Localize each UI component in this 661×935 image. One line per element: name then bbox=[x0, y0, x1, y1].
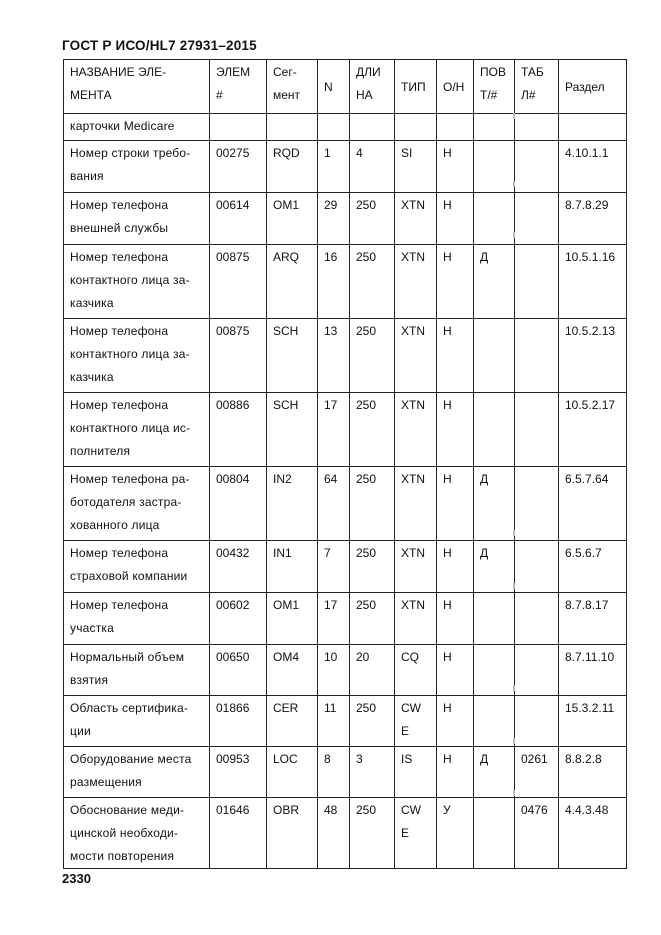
cell-rep bbox=[474, 645, 515, 696]
cell-section: 10.5.2.17 bbox=[559, 393, 627, 467]
cell-rep bbox=[474, 141, 515, 193]
table-row bbox=[64, 245, 627, 319]
header-length: ДЛИ НА bbox=[350, 60, 395, 114]
scan-artifact bbox=[513, 790, 515, 796]
cell-n: 11 bbox=[318, 696, 350, 747]
cell-tabl bbox=[515, 393, 559, 467]
cell-elem: 00432 bbox=[210, 541, 267, 593]
cell-section: 8.7.8.29 bbox=[559, 193, 627, 245]
cell-name: Обоснование меди-цинской необходи-мости повторения bbox=[64, 798, 210, 869]
cell-rep bbox=[474, 319, 515, 393]
cell-name: Номер телефона контактного лица ис-полнителя bbox=[64, 393, 210, 467]
cell-name: Нормальный объем взятия bbox=[64, 645, 210, 696]
cell-length: 250 bbox=[350, 393, 395, 467]
cell-segment: SCH bbox=[267, 393, 318, 467]
cell-rep: Д bbox=[474, 467, 515, 541]
header-rep: ПОВ Т/# bbox=[474, 60, 515, 114]
cell-segment: SCH bbox=[267, 319, 318, 393]
cell-elem: 00804 bbox=[210, 467, 267, 541]
cell-length: 250 bbox=[350, 245, 395, 319]
cell-length: 4 bbox=[350, 141, 395, 193]
cell-n: 1 bbox=[318, 141, 350, 193]
cell-elem: 00275 bbox=[210, 141, 267, 193]
cell-on: Н bbox=[437, 645, 474, 696]
cell-length: 250 bbox=[350, 593, 395, 645]
cell-on: Н bbox=[437, 193, 474, 245]
scan-artifact bbox=[513, 685, 515, 691]
table-row bbox=[64, 645, 627, 696]
cell-section: 6.5.7.64 bbox=[559, 467, 627, 541]
cell-tabl: 0476 bbox=[515, 798, 559, 869]
table-row bbox=[64, 798, 627, 869]
cell-length: 250 bbox=[350, 319, 395, 393]
table-row bbox=[64, 541, 627, 593]
cell-segment: OBR bbox=[267, 798, 318, 869]
cell-type: XTN bbox=[395, 245, 437, 319]
cell-rep: Д bbox=[474, 245, 515, 319]
data-element-table bbox=[63, 59, 627, 869]
header-segment: Сег-мент bbox=[267, 60, 318, 114]
table-row bbox=[64, 319, 627, 393]
cell-elem: 00602 bbox=[210, 593, 267, 645]
cell-on: Н bbox=[437, 245, 474, 319]
cell-rep bbox=[474, 696, 515, 747]
table-row bbox=[64, 696, 627, 747]
cell-name: Номер телефона ра-ботодателя застра-хованного лица bbox=[64, 467, 210, 541]
cell-n: 7 bbox=[318, 541, 350, 593]
cell-on: Н bbox=[437, 593, 474, 645]
cell-rep bbox=[474, 193, 515, 245]
cell-elem: 00875 bbox=[210, 319, 267, 393]
cell-section: 10.5.1.16 bbox=[559, 245, 627, 319]
cell-rep bbox=[474, 593, 515, 645]
cell-tabl bbox=[515, 645, 559, 696]
cell-elem: 00953 bbox=[210, 747, 267, 798]
cell-name: Оборудование места размещения bbox=[64, 747, 210, 798]
cell-name: Номер телефона внешней службы bbox=[64, 193, 210, 245]
cell-section: 15.3.2.11 bbox=[559, 696, 627, 747]
cell-type: CW E bbox=[395, 696, 437, 747]
cell-n: 13 bbox=[318, 319, 350, 393]
header-section: Раздел bbox=[559, 60, 627, 114]
page-number: 2330 bbox=[62, 871, 91, 886]
cell-rep bbox=[474, 798, 515, 869]
cell-on: Н bbox=[437, 747, 474, 798]
table-row bbox=[64, 141, 627, 193]
cell-tabl bbox=[515, 593, 559, 645]
cell-length: 250 bbox=[350, 798, 395, 869]
scan-artifact bbox=[513, 113, 515, 119]
cell-on: Н bbox=[437, 393, 474, 467]
cell-on: Н bbox=[437, 141, 474, 193]
cell-length: 250 bbox=[350, 541, 395, 593]
cell-tabl bbox=[515, 319, 559, 393]
header-elem: ЭЛЕМ # bbox=[210, 60, 267, 114]
header-name: НАЗВАНИЕ ЭЛЕ-МЕНТА bbox=[64, 60, 210, 114]
cell-on: Н bbox=[437, 696, 474, 747]
cell-elem: 00614 bbox=[210, 193, 267, 245]
cell-segment: IN1 bbox=[267, 541, 318, 593]
scan-artifact bbox=[513, 530, 515, 536]
cell-length: 250 bbox=[350, 467, 395, 541]
cell-n: 48 bbox=[318, 798, 350, 869]
cell-section: 8.8.2.8 bbox=[559, 747, 627, 798]
cell-type: CQ bbox=[395, 645, 437, 696]
cell-segment: CER bbox=[267, 696, 318, 747]
cell-elem: 01866 bbox=[210, 696, 267, 747]
scan-artifact bbox=[513, 232, 515, 238]
cell-n: 17 bbox=[318, 393, 350, 467]
cell-name: Номер телефона контактного лица за-казчика bbox=[64, 319, 210, 393]
cell-tabl bbox=[515, 541, 559, 593]
cell-tabl bbox=[515, 193, 559, 245]
cell-elem: 01646 bbox=[210, 798, 267, 869]
cell-segment: ARQ bbox=[267, 245, 318, 319]
cell-segment: LOC bbox=[267, 747, 318, 798]
scan-artifact bbox=[513, 181, 515, 187]
cell-length: 250 bbox=[350, 193, 395, 245]
cell-n: 17 bbox=[318, 593, 350, 645]
table-row bbox=[64, 747, 627, 798]
cell-tabl: 0261 bbox=[515, 747, 559, 798]
cell-segment: OM1 bbox=[267, 593, 318, 645]
cell-length: 20 bbox=[350, 645, 395, 696]
scan-artifact bbox=[513, 583, 515, 589]
cell-type: XTN bbox=[395, 393, 437, 467]
cell-name: Область сертифика-ции bbox=[64, 696, 210, 747]
cell-type: IS bbox=[395, 747, 437, 798]
cell-tabl bbox=[515, 141, 559, 193]
table-row bbox=[64, 467, 627, 541]
cell-elem: 00650 bbox=[210, 645, 267, 696]
cell-section: 8.7.11.10 bbox=[559, 645, 627, 696]
table-row bbox=[64, 593, 627, 645]
cell-section: 10.5.2.13 bbox=[559, 319, 627, 393]
cell-segment: RQD bbox=[267, 141, 318, 193]
cell-length: 250 bbox=[350, 696, 395, 747]
cell-type: CW E bbox=[395, 798, 437, 869]
cell-elem: 00886 bbox=[210, 393, 267, 467]
cell-rep: Д bbox=[474, 541, 515, 593]
cell-on: Н bbox=[437, 541, 474, 593]
cell-segment: OM4 bbox=[267, 645, 318, 696]
cell-on: У bbox=[437, 798, 474, 869]
cell-type: SI bbox=[395, 141, 437, 193]
cell-type: XTN bbox=[395, 193, 437, 245]
header-tabl: ТАБ Л# bbox=[515, 60, 559, 114]
cell-tabl bbox=[515, 467, 559, 541]
cell-section: 6.5.6.7 bbox=[559, 541, 627, 593]
header-on: О/Н bbox=[437, 60, 474, 114]
header-type: ТИП bbox=[395, 60, 437, 114]
cell-on: Н bbox=[437, 467, 474, 541]
cell-n: 29 bbox=[318, 193, 350, 245]
table-row bbox=[64, 393, 627, 467]
document-standard-header: ГОСТ Р ИСО/HL7 27931–2015 bbox=[62, 38, 257, 53]
cell-section: 4.10.1.1 bbox=[559, 141, 627, 193]
cell-n: 16 bbox=[318, 245, 350, 319]
cell-on: Н bbox=[437, 319, 474, 393]
cell-tabl bbox=[515, 696, 559, 747]
table-header-row bbox=[64, 60, 627, 114]
cell-n: 10 bbox=[318, 645, 350, 696]
cell-rep: Д bbox=[474, 747, 515, 798]
cell-type: XTN bbox=[395, 467, 437, 541]
cell-tabl bbox=[515, 245, 559, 319]
header-n: N bbox=[318, 60, 350, 114]
cell-type: XTN bbox=[395, 593, 437, 645]
cell-n: 64 bbox=[318, 467, 350, 541]
scan-artifact bbox=[513, 738, 515, 744]
cell-section: 4.4.3.48 bbox=[559, 798, 627, 869]
cell-elem: 00875 bbox=[210, 245, 267, 319]
cell-name: карточки Medicare bbox=[64, 114, 210, 141]
cell-type: XTN bbox=[395, 319, 437, 393]
cell-type: XTN bbox=[395, 541, 437, 593]
table-row bbox=[64, 193, 627, 245]
cell-segment: IN2 bbox=[267, 467, 318, 541]
cell-name: Номер строки требо-вания bbox=[64, 141, 210, 193]
cell-name: Номер телефона контактного лица за-казчика bbox=[64, 245, 210, 319]
cell-name: Номер телефона страховой компании bbox=[64, 541, 210, 593]
cell-section: 8.7.8.17 bbox=[559, 593, 627, 645]
cell-name: Номер телефона участка bbox=[64, 593, 210, 645]
cell-rep bbox=[474, 393, 515, 467]
cell-length: 3 bbox=[350, 747, 395, 798]
table-row-continuation bbox=[64, 114, 627, 141]
cell-segment: OM1 bbox=[267, 193, 318, 245]
cell-n: 8 bbox=[318, 747, 350, 798]
